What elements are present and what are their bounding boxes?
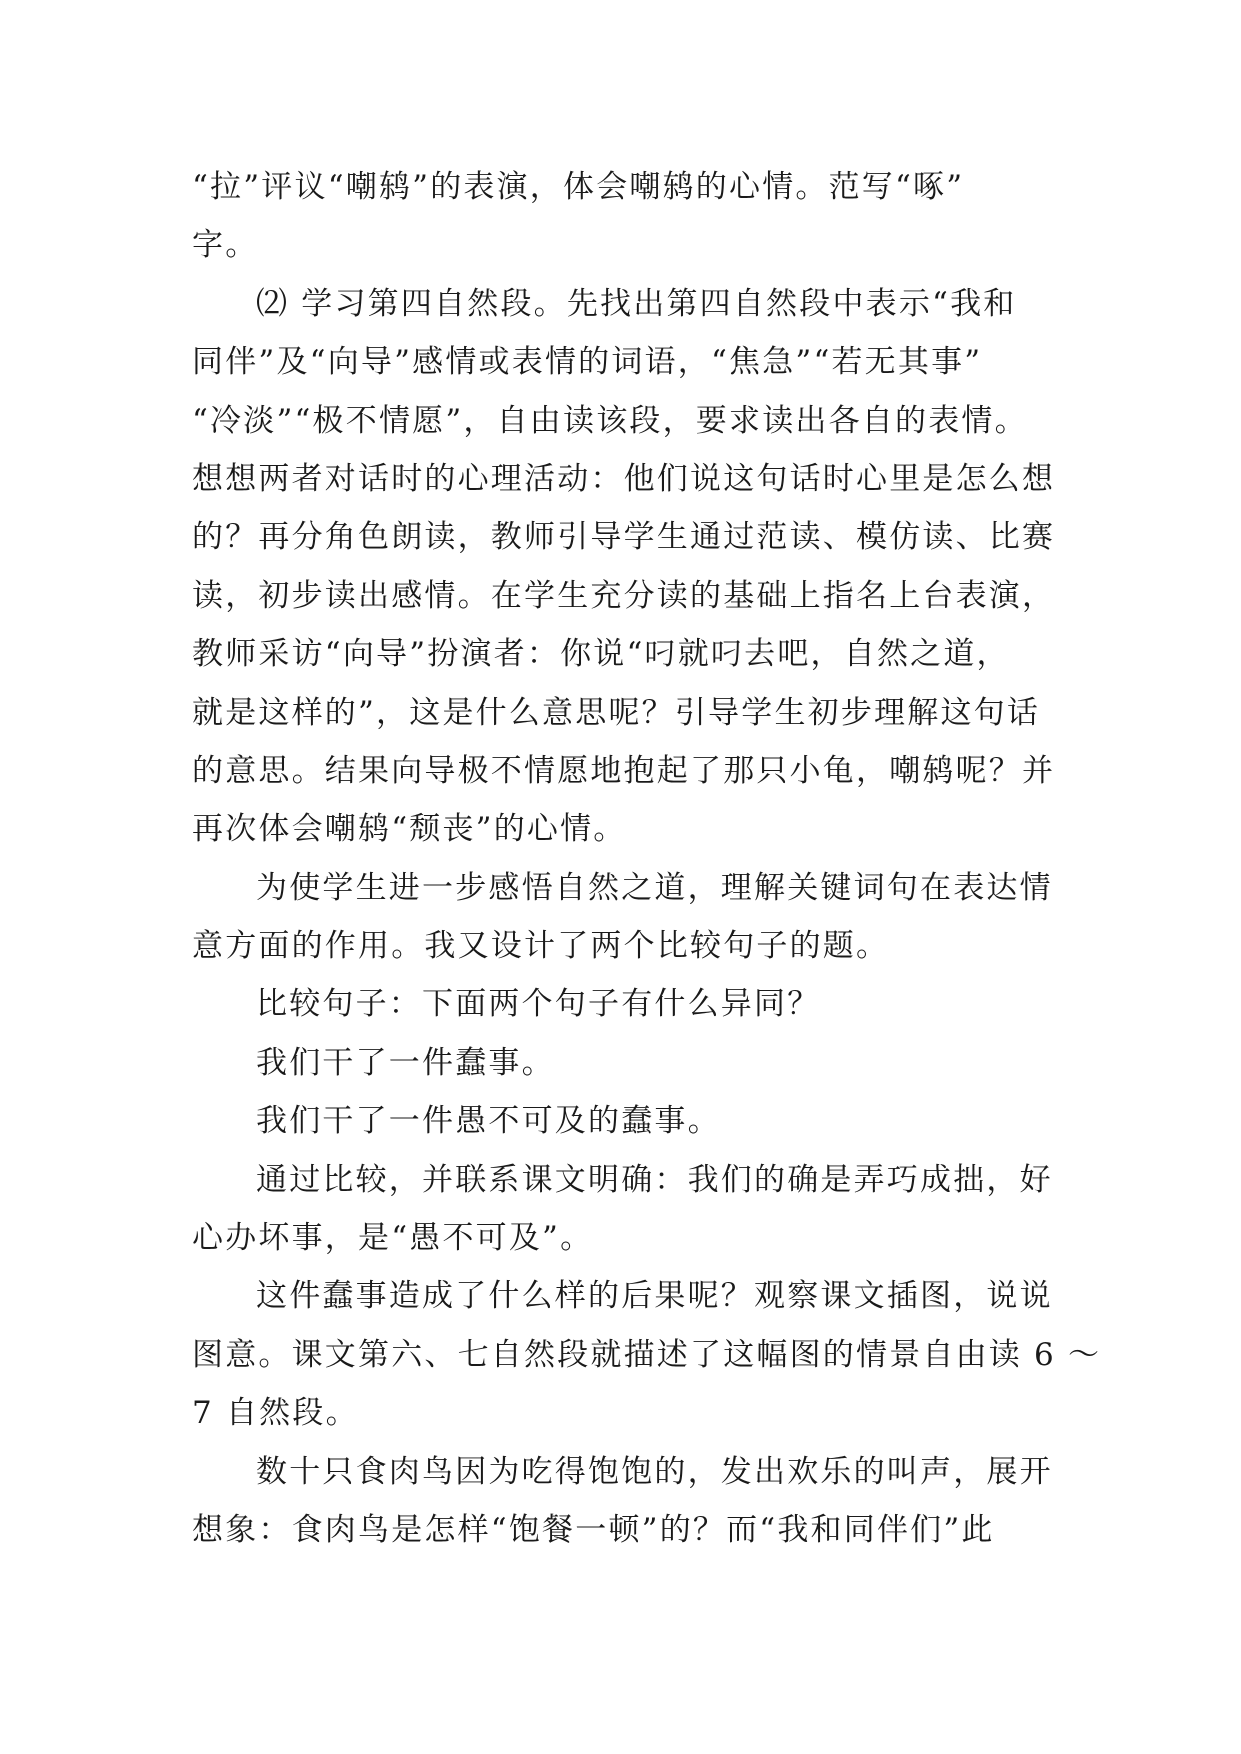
text-line: 这件蠢事造成了什么样的后果呢？观察课文插图，说说: [256, 1278, 1053, 1315]
text-line: 通过比较，并联系课文明确：我们的确是弄巧成拙，好: [256, 1161, 1053, 1198]
text-line: 读，初步读出感情。在学生充分读的基础上指名上台表演，: [192, 577, 1056, 614]
text-line: 比较句子：下面两个句子有什么异同？: [256, 986, 821, 1023]
text-line: 我们干了一件愚不可及的蠢事。: [256, 1103, 721, 1140]
text-line: 的意思。结果向导极不情愿地抱起了那只小龟，嘲鸫呢？并: [192, 752, 1056, 789]
text-line: 为使学生进一步感悟自然之道，理解关键词句在表达情: [256, 869, 1053, 906]
text-line: 我们干了一件蠢事。: [256, 1044, 555, 1081]
text-line: 再次体会嘲鸫“颓丧”的心情。: [192, 811, 627, 848]
text-line: “冷淡”“极不情愿”，自由读该段，要求读出各自的表情。: [192, 402, 1028, 439]
text-line: “拉”评议“嘲鸫”的表演，体会嘲鸫的心情。范写“啄”: [192, 169, 965, 205]
text-line: 教师采访“向导”扮演者：你说“叼就叼去吧，自然之道，: [192, 636, 1010, 673]
text-line: 想象：食肉鸟是怎样“饱餐一顿”的？而“我和同伴们”此: [192, 1511, 995, 1548]
text-line: 就是这样的”，这是什么意思呢？引导学生初步理解这句话: [192, 694, 1041, 731]
body-text: [192, 158, 1102, 1559]
text-line: 数十只食肉鸟因为吃得饱饱的，发出欢乐的叫声，展开: [256, 1453, 1053, 1490]
text-line: 同伴”及“向导”感情或表情的词语，“焦急”“若无其事”: [192, 344, 983, 381]
text-line: 意方面的作用。我又设计了两个比较句子的题。: [192, 928, 890, 965]
text-line: 心办坏事，是“愚不可及”。: [192, 1220, 594, 1257]
text-line: 的？再分角色朗读，教师引导学生通过范读、模仿读、比赛: [192, 519, 1056, 556]
text-line: 想想两者对话时的心理活动：他们说这句话时心里是怎么想: [192, 460, 1056, 497]
text-line: ⑵ 学习第四自然段。先找出第四自然段中表示“我和: [256, 285, 1017, 322]
text-line: 7 自然段。: [192, 1395, 359, 1432]
text-line: 图意。课文第六、七自然段就描述了这幅图的情景自由读 6 ～: [192, 1336, 1102, 1373]
text-line: 字。: [192, 227, 259, 264]
